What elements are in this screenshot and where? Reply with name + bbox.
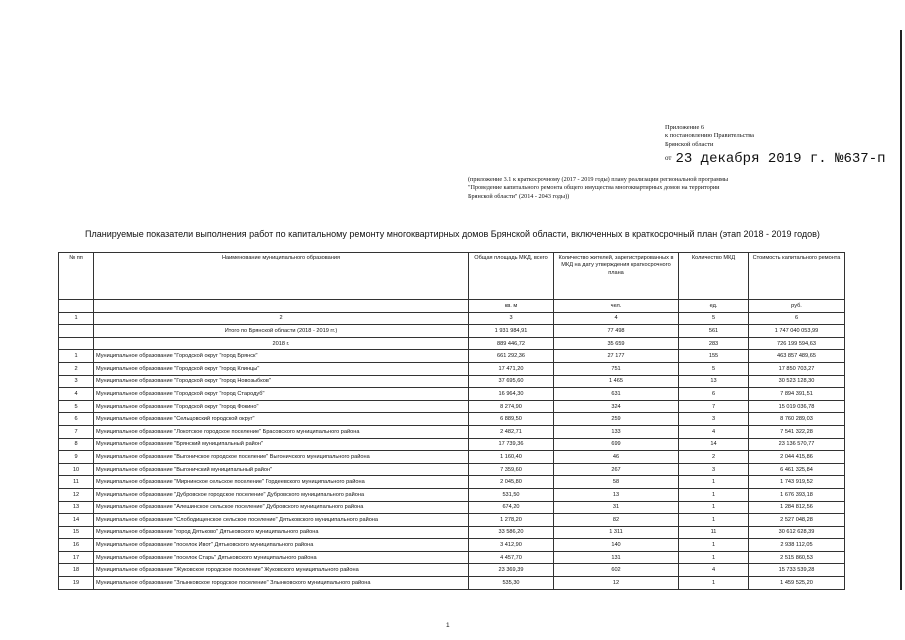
row-municipality: Муниципальное образование "Злынковское городское поселение" Злынковского муниципального района bbox=[94, 577, 469, 590]
note-line-2: "Проведение капитального ремонта общего имущества многоквартирных домов на территории bbox=[468, 184, 720, 192]
total-cost: 1 747 040 053,99 bbox=[749, 325, 845, 338]
row-count: 11 bbox=[679, 526, 749, 539]
row-residents: 267 bbox=[554, 463, 679, 476]
total-area: 1 931 984,91 bbox=[469, 325, 554, 338]
colnum-4: 4 bbox=[554, 312, 679, 325]
table-row bbox=[59, 501, 845, 514]
table-row bbox=[59, 463, 845, 476]
row-municipality: Муниципальное образование "Брянский муниципальный район" bbox=[94, 438, 469, 451]
row-municipality: Муниципальное образование "Выгоничский муниципальный район" bbox=[94, 463, 469, 476]
row-municipality: Муниципальное образование "Локотское городское поселение" Брасовского муниципального района bbox=[94, 425, 469, 438]
total-residents: 77 498 bbox=[554, 325, 679, 338]
row-cost: 463 857 489,65 bbox=[749, 350, 845, 363]
row-cost: 23 136 570,77 bbox=[749, 438, 845, 451]
row-num: 17 bbox=[59, 551, 94, 564]
row-municipality: Муниципальное образование "Жуковское городское поселение" Жуковского муниципального района bbox=[94, 564, 469, 577]
table-row bbox=[59, 476, 845, 489]
colnum-6: 6 bbox=[749, 312, 845, 325]
unit-num bbox=[59, 300, 94, 313]
row-municipality: Муниципальное образование "Мирнинское сельское поселение" Гордеевского муниципального района bbox=[94, 476, 469, 489]
row-area: 7 359,60 bbox=[469, 463, 554, 476]
table-row bbox=[59, 451, 845, 464]
row-num: 13 bbox=[59, 501, 94, 514]
row-count: 14 bbox=[679, 438, 749, 451]
unit-name bbox=[94, 300, 469, 313]
header-name: Наименование муниципального образования bbox=[94, 253, 469, 300]
colnum-2: 2 bbox=[94, 312, 469, 325]
row-cost: 17 850 703,27 bbox=[749, 362, 845, 375]
row-area: 2 482,71 bbox=[469, 425, 554, 438]
colnum-5: 5 bbox=[679, 312, 749, 325]
row-cost: 7 894 391,51 bbox=[749, 388, 845, 401]
appendix-line-3: Брянской области bbox=[665, 140, 714, 148]
row-residents: 13 bbox=[554, 488, 679, 501]
row-num: 10 bbox=[59, 463, 94, 476]
row-municipality: Муниципальное образование "поселок Старь" Дятьковского муниципального района bbox=[94, 551, 469, 564]
row-residents: 259 bbox=[554, 413, 679, 426]
row-area: 17 471,20 bbox=[469, 362, 554, 375]
table-header-row bbox=[59, 253, 845, 300]
row-count: 155 bbox=[679, 350, 749, 363]
row-area: 1 160,40 bbox=[469, 451, 554, 464]
year-row bbox=[59, 337, 845, 350]
row-municipality: Муниципальное образование "Слободищенское сельское поселение" Дятьковского муниципального района bbox=[94, 514, 469, 527]
row-cost: 1 284 812,56 bbox=[749, 501, 845, 514]
year-label: 2018 г. bbox=[94, 337, 469, 350]
table-row bbox=[59, 438, 845, 451]
row-municipality: Муниципальное образование "город Дятьково" Дятьковского муниципального района bbox=[94, 526, 469, 539]
row-area: 17 739,36 bbox=[469, 438, 554, 451]
row-residents: 602 bbox=[554, 564, 679, 577]
row-count: 1 bbox=[679, 539, 749, 552]
row-residents: 140 bbox=[554, 539, 679, 552]
table-row bbox=[59, 526, 845, 539]
row-num: 12 bbox=[59, 488, 94, 501]
row-count: 3 bbox=[679, 413, 749, 426]
page-edge-line bbox=[900, 30, 902, 590]
year-residents: 35 659 bbox=[554, 337, 679, 350]
row-municipality: Муниципальное образование "Городской округ "город Фокино" bbox=[94, 400, 469, 413]
decree-date-text: 23 декабря 2019 г. №637-п bbox=[675, 151, 886, 168]
row-count: 2 bbox=[679, 451, 749, 464]
document-title: Планируемые показатели выполнения работ по капитальному ремонту многоквартирных домов Брянской области, включенных в краткосрочный план (этап 2018 - 2019 годов) bbox=[85, 229, 820, 239]
appendix-header bbox=[665, 124, 886, 167]
row-area: 3 412,90 bbox=[469, 539, 554, 552]
row-area: 16 964,30 bbox=[469, 388, 554, 401]
row-municipality: Муниципальное образование "Городской округ "город Брянск" bbox=[94, 350, 469, 363]
row-area: 531,50 bbox=[469, 488, 554, 501]
row-municipality: Муниципальное образование "Городской округ "город Новозыбков" bbox=[94, 375, 469, 388]
total-label: Итого по Брянской области (2018 - 2019 гг.) bbox=[94, 325, 469, 338]
row-area: 33 586,20 bbox=[469, 526, 554, 539]
row-num: 19 bbox=[59, 577, 94, 590]
table-row bbox=[59, 564, 845, 577]
header-area: Общая площадь МКД, всего bbox=[469, 253, 554, 300]
row-count: 6 bbox=[679, 388, 749, 401]
row-cost: 1 459 525,20 bbox=[749, 577, 845, 590]
row-num: 1 bbox=[59, 350, 94, 363]
row-count: 1 bbox=[679, 577, 749, 590]
note-line-3: Брянской области" (2014 - 2043 годы)) bbox=[468, 192, 570, 200]
row-municipality: Муниципальное образование "Выгоничское городское поселение" Выгоничского муниципального района bbox=[94, 451, 469, 464]
row-area: 8 274,90 bbox=[469, 400, 554, 413]
row-area: 674,20 bbox=[469, 501, 554, 514]
table-row bbox=[59, 488, 845, 501]
row-cost: 15 019 036,78 bbox=[749, 400, 845, 413]
row-municipality: Муниципальное образование "Алешинское сельское поселение" Дубровского муниципального района bbox=[94, 501, 469, 514]
row-residents: 46 bbox=[554, 451, 679, 464]
row-num: 15 bbox=[59, 526, 94, 539]
row-num: 18 bbox=[59, 564, 94, 577]
row-cost: 1 743 919,52 bbox=[749, 476, 845, 489]
row-residents: 131 bbox=[554, 551, 679, 564]
row-residents: 31 bbox=[554, 501, 679, 514]
row-municipality: Муниципальное образование "Городской округ "город Клинцы" bbox=[94, 362, 469, 375]
row-cost: 1 676 393,18 bbox=[749, 488, 845, 501]
row-municipality: Муниципальное образование "Сельцовский городской округ" bbox=[94, 413, 469, 426]
table-row bbox=[59, 413, 845, 426]
table-row bbox=[59, 375, 845, 388]
row-cost: 8 760 289,03 bbox=[749, 413, 845, 426]
row-area: 23 369,39 bbox=[469, 564, 554, 577]
row-municipality: Муниципальное образование "Дубровское городское поселение" Дубровского муниципального района bbox=[94, 488, 469, 501]
row-residents: 631 bbox=[554, 388, 679, 401]
row-count: 5 bbox=[679, 362, 749, 375]
row-residents: 699 bbox=[554, 438, 679, 451]
row-count: 4 bbox=[679, 564, 749, 577]
row-count: 1 bbox=[679, 488, 749, 501]
row-count: 1 bbox=[679, 551, 749, 564]
row-num: 16 bbox=[59, 539, 94, 552]
year-cost: 726 199 594,63 bbox=[749, 337, 845, 350]
header-cost: Стоимость капитального ремонта bbox=[749, 253, 845, 300]
row-cost: 15 733 539,28 bbox=[749, 564, 845, 577]
colnum-3: 3 bbox=[469, 312, 554, 325]
row-residents: 82 bbox=[554, 514, 679, 527]
row-residents: 324 bbox=[554, 400, 679, 413]
colnum-1: 1 bbox=[59, 312, 94, 325]
row-num: 2 bbox=[59, 362, 94, 375]
row-count: 1 bbox=[679, 476, 749, 489]
row-residents: 133 bbox=[554, 425, 679, 438]
row-num: 3 bbox=[59, 375, 94, 388]
table-units-row bbox=[59, 300, 845, 313]
header-num: № пп bbox=[59, 253, 94, 300]
row-residents: 58 bbox=[554, 476, 679, 489]
row-num: 9 bbox=[59, 451, 94, 464]
row-area: 6 889,50 bbox=[469, 413, 554, 426]
appendix-line-2: к постановлению Правительства bbox=[665, 132, 755, 140]
unit-residents: чел. bbox=[554, 300, 679, 313]
row-count: 7 bbox=[679, 400, 749, 413]
total-row bbox=[59, 325, 845, 338]
unit-count: ед. bbox=[679, 300, 749, 313]
total-count: 561 bbox=[679, 325, 749, 338]
row-residents: 1 465 bbox=[554, 375, 679, 388]
row-municipality: Муниципальное образование "поселок Ивот" Дятьковского муниципального района bbox=[94, 539, 469, 552]
row-cost: 7 541 322,28 bbox=[749, 425, 845, 438]
table-row bbox=[59, 362, 845, 375]
row-num: 8 bbox=[59, 438, 94, 451]
row-num: 11 bbox=[59, 476, 94, 489]
row-cost: 2 938 112,05 bbox=[749, 539, 845, 552]
row-residents: 12 bbox=[554, 577, 679, 590]
row-num: 7 bbox=[59, 425, 94, 438]
table-row bbox=[59, 388, 845, 401]
row-count: 13 bbox=[679, 375, 749, 388]
row-num: 4 bbox=[59, 388, 94, 401]
row-count: 3 bbox=[679, 463, 749, 476]
row-area: 661 292,36 bbox=[469, 350, 554, 363]
header-residents: Количество жителей, зарегистрированных в МКД на дату утверждения краткосрочного плана bbox=[554, 253, 679, 300]
note-line-1: (приложение 3.1 к краткосрочному (2017 - 2019 годы) плану реализации региональной программы bbox=[468, 176, 729, 183]
row-cost: 6 461 325,84 bbox=[749, 463, 845, 476]
year-count: 283 bbox=[679, 337, 749, 350]
row-residents: 751 bbox=[554, 362, 679, 375]
decree-date bbox=[665, 150, 886, 167]
row-area: 4 457,70 bbox=[469, 551, 554, 564]
appendix-line-1: Приложение 6 bbox=[665, 124, 705, 131]
header-count: Количество МКД bbox=[679, 253, 749, 300]
row-cost: 2 044 415,86 bbox=[749, 451, 845, 464]
row-area: 1 278,20 bbox=[469, 514, 554, 527]
decree-date-prefix: от bbox=[665, 154, 672, 163]
table-row bbox=[59, 551, 845, 564]
row-area: 37 695,60 bbox=[469, 375, 554, 388]
table-row bbox=[59, 350, 845, 363]
unit-area: кв. м bbox=[469, 300, 554, 313]
indicators-table bbox=[58, 252, 845, 590]
row-area: 535,30 bbox=[469, 577, 554, 590]
row-num: 5 bbox=[59, 400, 94, 413]
row-cost: 30 523 128,30 bbox=[749, 375, 845, 388]
row-cost: 30 612 628,39 bbox=[749, 526, 845, 539]
table-row bbox=[59, 514, 845, 527]
table-row bbox=[59, 539, 845, 552]
year-num bbox=[59, 337, 94, 350]
row-num: 6 bbox=[59, 413, 94, 426]
page-number: 1 bbox=[446, 622, 450, 629]
unit-cost: руб. bbox=[749, 300, 845, 313]
table-column-numbers-row bbox=[59, 312, 845, 325]
row-count: 1 bbox=[679, 514, 749, 527]
row-cost: 2 527 048,28 bbox=[749, 514, 845, 527]
table-row bbox=[59, 400, 845, 413]
table-row bbox=[59, 577, 845, 590]
table-row bbox=[59, 425, 845, 438]
total-num bbox=[59, 325, 94, 338]
row-residents: 1 311 bbox=[554, 526, 679, 539]
appendix-note bbox=[468, 176, 728, 201]
row-area: 2 045,80 bbox=[469, 476, 554, 489]
row-num: 14 bbox=[59, 514, 94, 527]
row-cost: 2 515 860,53 bbox=[749, 551, 845, 564]
row-residents: 27 177 bbox=[554, 350, 679, 363]
row-count: 1 bbox=[679, 501, 749, 514]
year-area: 889 446,72 bbox=[469, 337, 554, 350]
row-count: 4 bbox=[679, 425, 749, 438]
row-municipality: Муниципальное образование "Городской округ "город Стародуб" bbox=[94, 388, 469, 401]
